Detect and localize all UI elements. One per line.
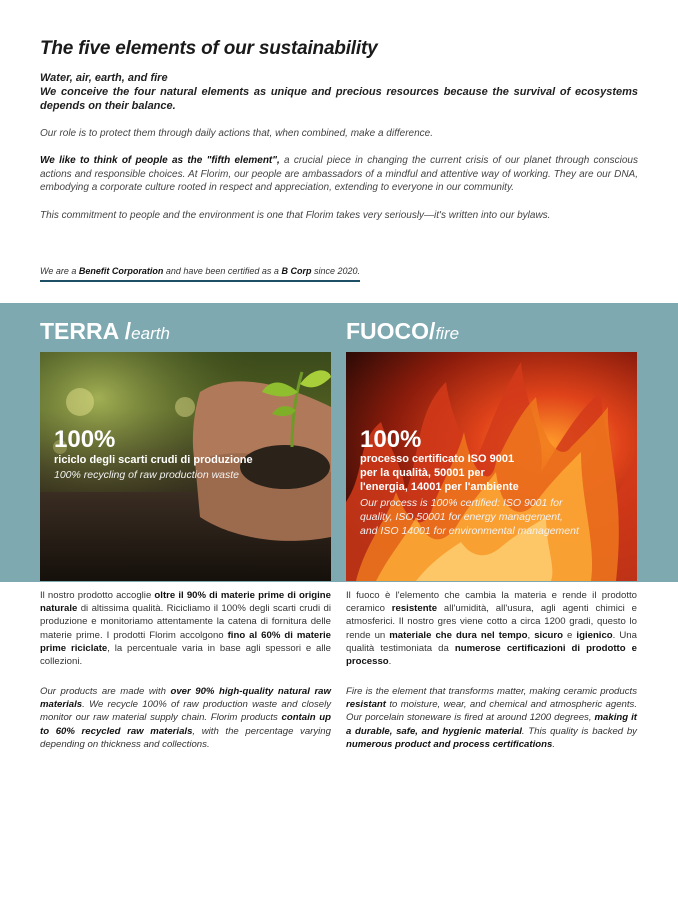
bold-run-3: materiale che dura nel tempo [389,629,528,641]
bold-run-1: resistant [346,699,386,711]
earth-heading-label: TERRA / [40,318,132,344]
bold-run-7: igienico [576,629,613,641]
text-run-2: . We recycle 100% of raw production waste and closely monitor our raw material supply chain. Florim products [40,699,331,724]
bold-run-3: fino al 60% di materie prime riciclate [40,629,331,654]
text-run-6: . [552,738,555,750]
earth-body-italian [40,589,331,668]
earth-overlay-it: riciclo degli scarti crudi di produzione [54,454,253,466]
fire-heading-label: FUOCO/ [346,318,436,344]
bcorp-text-mid: and have been certified as a [163,266,282,276]
text-run-0: Fire is the element that transforms matter, making ceramic products [346,686,637,697]
intro-paragraph-1: Our role is to protect them through daily actions that, when combined, make a difference. [40,128,433,139]
fire-overlay-en-2: quality, ISO 50001 for energy management, [360,511,563,523]
fire-overlay-en-1: Our process is 100% certified: ISO 9001 for [360,497,563,509]
earth-heading [40,318,170,345]
text-run-2: all'umidità, all'usura, agli agenti chimici e atmosferici. Il nostro gres viene cotto a circa 1200 gradi, questo lo rende un [346,603,637,641]
earth-overlay-en: 100% recycling of raw production waste [54,469,240,481]
bcorp-b-corp: B Corp [281,266,312,276]
fifth-element-text: a crucial piece in changing the current crisis of our planet through conscious actions and responsible choices. At Florim, our people are ambassadors of a mindful and attentive way of working. They are our DNA, embodying a corporate culture rooted in respect and appreciation, extending to everyone in our community. [40,155,638,193]
intro-paragraph-3: This commitment to people and the environment is one that Florim takes very seriously—it's written into our bylaws. [40,210,551,221]
bcorp-benefit-corporation: Benefit Corporation [78,266,164,276]
elements-subtitle: Water, air, earth, and fire [40,72,168,84]
text-run-2: to moisture, wear, and chemical and atmospheric agents. Our porcelain stoneware is fired at around 1200 degrees, [346,699,637,724]
text-run-4: . This quality is backed by [521,725,637,737]
text-run-2: di altissima qualità. Ricicliamo il 100% degli scarti crudi di produzione e monitoriamo attentamente la catena di fornitura delle materie prime. I prodotti Florim accolgono [40,603,331,641]
earth-image [40,352,331,581]
fire-overlay-it-1: processo certificato ISO 9001 [360,453,515,465]
lead-statement: We conceive the four natural elements as unique and precious resources because the survival of ecosystems depends on their balance. [40,86,638,112]
bold-run-1: oltre il 90% di materie prime di origine naturale [40,590,331,615]
text-run-8: . Una qualità testimoniata da [346,629,637,654]
bcorp-statement [40,266,360,282]
fire-heading [346,318,459,345]
earth-body-english [40,685,331,751]
bold-run-3: making it a durable, safe, and hygienic material [346,712,637,737]
earth-heading-sub: earth [131,324,170,343]
fire-body-italian [346,589,637,668]
text-run-0: Our products are made with [40,686,171,697]
fire-overlay-en-3: and ISO 14001 for environmental management [360,525,579,537]
text-run-0: Il fuoco è l'elemento che cambia la materia e rende il prodotto ceramico [346,590,637,615]
fire-overlay-it-2: per la qualità, 50001 per [360,467,485,479]
text-run-0: Il nostro prodotto accoglie [40,590,155,601]
bold-run-5: sicuro [534,629,564,641]
fire-image [346,352,637,581]
fire-body-english [346,685,637,751]
intro-paragraph-2 [40,154,638,195]
bcorp-text-pre: We are a [40,266,79,276]
bold-run-1: resistente [391,603,438,615]
fire-stat: 100% [360,426,422,453]
bold-run-5: numerous product and process certifications [346,738,553,750]
text-run-4: , la percentuale varia in base agli spessori e alle collezioni. [40,642,331,668]
bold-run-3: contain up to 60% recycled raw materials [40,712,331,737]
text-run-4: , with the percentage varying depending on thickness and collections. [40,725,331,750]
fifth-element-bold: We like to think of people as the "fifth element", [40,155,280,166]
fire-overlay-it-3: l'energia, 14001 per l'ambiente [360,481,519,493]
fire-heading-sub: fire [435,324,460,343]
bcorp-text-post: since 2020. [311,266,360,276]
earth-stat: 100% [54,426,116,453]
bold-run-9: numerose certificazioni di prodotto e processo [346,642,637,668]
page-title: The five elements of our sustainability [40,38,378,59]
bold-run-1: over 90% high-quality natural raw materials [40,686,331,711]
text-run-4: , [527,629,535,641]
text-run-6: e [563,629,577,641]
text-run-10: . [388,656,392,668]
